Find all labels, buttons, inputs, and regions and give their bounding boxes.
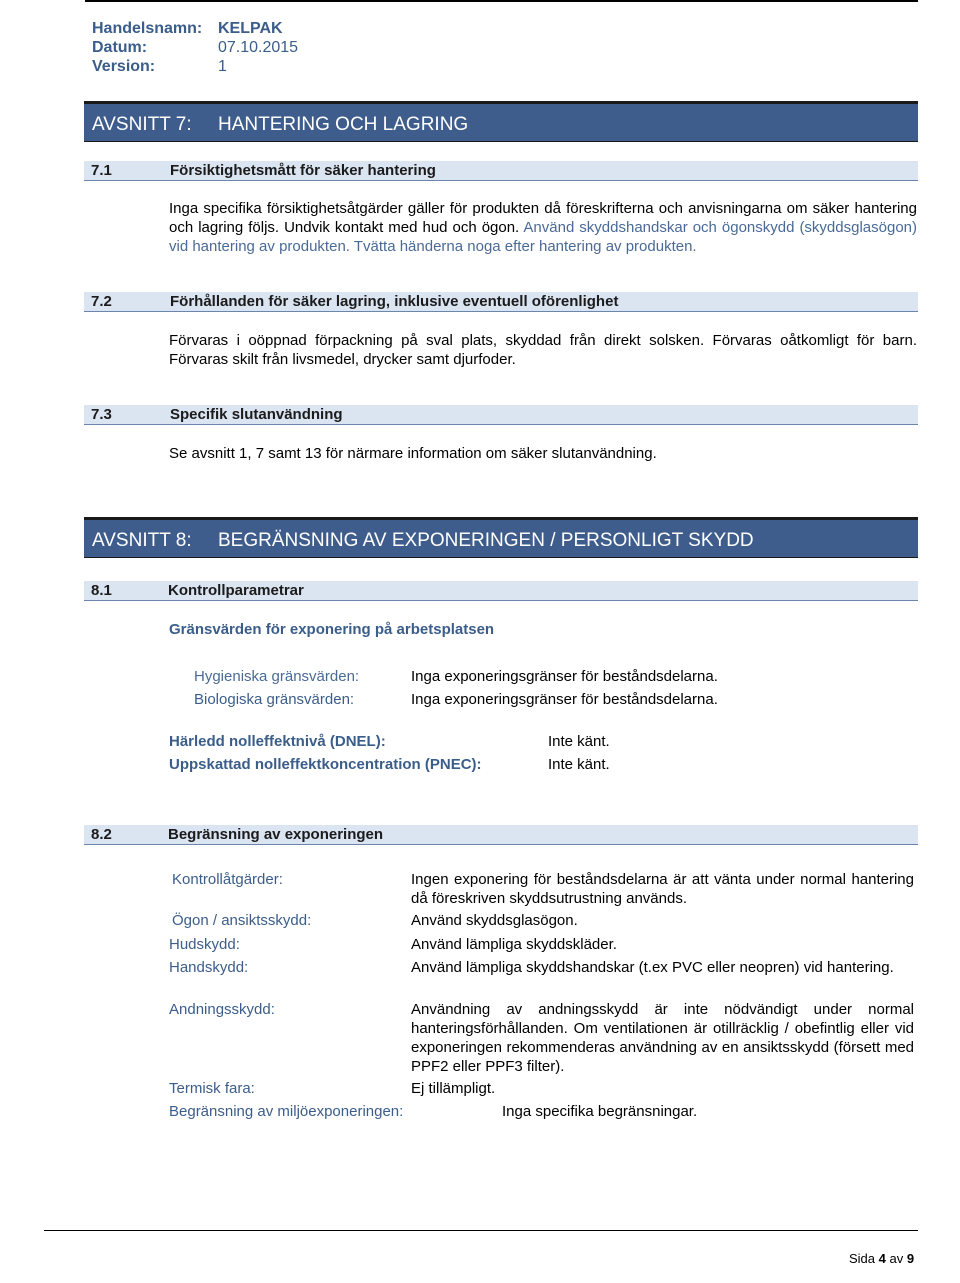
pnec-label: Uppskattad nolleffektkoncentration (PNEC): — [169, 756, 482, 773]
hygienic-limits-label: Hygieniska gränsvärden: — [194, 668, 360, 685]
storage-text: Förvaras i oöppnad förpackning på sval plats, skyddad från direkt solsken. Förvaras oåtkomligt för barn. Förvaras skilt från livsmedel, drycker samt djurfoder. — [169, 332, 917, 368]
subsection-7-3-title: Specifik slutanvändning — [170, 406, 343, 423]
control-measures-value: Ingen exponering för beståndsdelarna är att vänta under normal hantering då föreskriven skyddsutrustning används. — [411, 871, 914, 907]
subsection-8-2-header — [84, 825, 918, 845]
section-7-number: AVSNITT 7: — [92, 114, 192, 135]
dnel-label: Härledd nolleffektnivå (DNEL): — [169, 733, 386, 750]
environmental-exposure-label: Begränsning av miljöexponeringen: — [169, 1103, 404, 1120]
respiratory-protection-label: Andningsskydd: — [169, 1001, 275, 1018]
respiratory-protection-value: Användning av andningsskydd är inte nödvändigt under normal hanteringsförhållanden. Om ventilationen är otillräcklig / obefintlig eller vid exponeringen rekommenderas användning av en ansiktsskydd (försett med PPF2 eller PPF3 filter). — [411, 1001, 914, 1075]
section-8-number: AVSNITT 8: — [92, 530, 192, 551]
section-8-title: BEGRÄNSNING AV EXPONERINGEN / PERSONLIGT SKYDD — [218, 530, 754, 551]
skin-protection-label: Hudskydd: — [169, 936, 240, 953]
dnel-value: Inte känt. — [548, 733, 610, 750]
handling-text-a: Inga specifika försiktighetsåtgärder gäller för produkten då föreskrifterna och anvisningarna om säker hantering och lagring följs. Undvik kontakt med hud och ögon. — [169, 200, 917, 236]
page-current: 4 — [878, 1251, 886, 1266]
subsection-7-2-number: 7.2 — [91, 293, 112, 310]
page-of: av — [889, 1251, 904, 1266]
subsection-8-2-title: Begränsning av exponeringen — [168, 826, 384, 843]
subsection-7-1-text — [169, 199, 917, 256]
subsection-7-1-header — [84, 161, 918, 181]
eye-protection-label: Ögon / ansiktsskydd: — [172, 912, 312, 929]
end-use-text: Se avsnitt 1, 7 samt 13 för närmare information om säker slutanvändning. — [169, 445, 657, 462]
section-7-header — [84, 101, 918, 142]
thermal-hazard-label: Termisk fara: — [169, 1080, 255, 1097]
page-total: 9 — [906, 1251, 915, 1266]
trade-name-value: KELPAK — [218, 20, 283, 37]
hand-protection-value: Använd lämpliga skyddshandskar (t.ex PVC eller neopren) vid hantering. — [411, 959, 894, 976]
exposure-limits-heading: Gränsvärden för exponering på arbetsplatsen — [169, 621, 495, 638]
footer-rule — [44, 1230, 918, 1231]
eye-protection-value: Använd skyddsglasögon. — [411, 912, 578, 929]
top-rule — [85, 0, 918, 2]
subsection-7-1-title: Försiktighetsmått för säker hantering — [170, 162, 436, 179]
date-label: Datum: — [92, 39, 148, 56]
page-number — [849, 1251, 914, 1266]
trade-name-label: Handelsnamn: — [92, 20, 203, 37]
date-value: 07.10.2015 — [218, 39, 299, 56]
version-value: 1 — [218, 58, 227, 75]
section-8-header — [84, 517, 918, 558]
environmental-exposure-value: Inga specifika begränsningar. — [502, 1103, 698, 1120]
control-measures-label: Kontrollåtgärder: — [172, 871, 283, 888]
version-label: Version: — [92, 58, 156, 75]
thermal-hazard-value: Ej tillämpligt. — [411, 1080, 496, 1097]
section-7-title: HANTERING OCH LAGRING — [218, 114, 469, 135]
hygienic-limits-value: Inga exponeringsgränser för beståndsdelarna. — [411, 668, 718, 685]
page-prefix: Sida — [849, 1251, 876, 1266]
skin-protection-value: Använd lämpliga skyddskläder. — [411, 936, 617, 953]
handling-text-b: Använd skyddshandskar och ögonskydd (skyddsglasögon) vid hantering av produkten. Tvätta händerna noga efter hantering av produkten. — [169, 219, 918, 255]
subsection-8-2-number: 8.2 — [91, 826, 112, 843]
pnec-value: Inte känt. — [548, 756, 610, 773]
subsection-7-2-title: Förhållanden för säker lagring, inklusive eventuell oförenlighet — [170, 293, 619, 310]
hand-protection-label: Handskydd: — [169, 959, 249, 976]
subsection-8-1-number: 8.1 — [91, 582, 112, 599]
subsection-7-3-number: 7.3 — [91, 406, 112, 423]
subsection-7-2-header — [84, 292, 918, 312]
biological-limits-label: Biologiska gränsvärden: — [194, 691, 355, 708]
subsection-8-1-header — [84, 581, 918, 601]
subsection-7-3-header — [84, 405, 918, 425]
subsection-7-1-number: 7.1 — [91, 162, 112, 179]
subsection-8-1-title: Kontrollparametrar — [168, 582, 304, 599]
biological-limits-value: Inga exponeringsgränser för beståndsdelarna. — [411, 691, 718, 708]
